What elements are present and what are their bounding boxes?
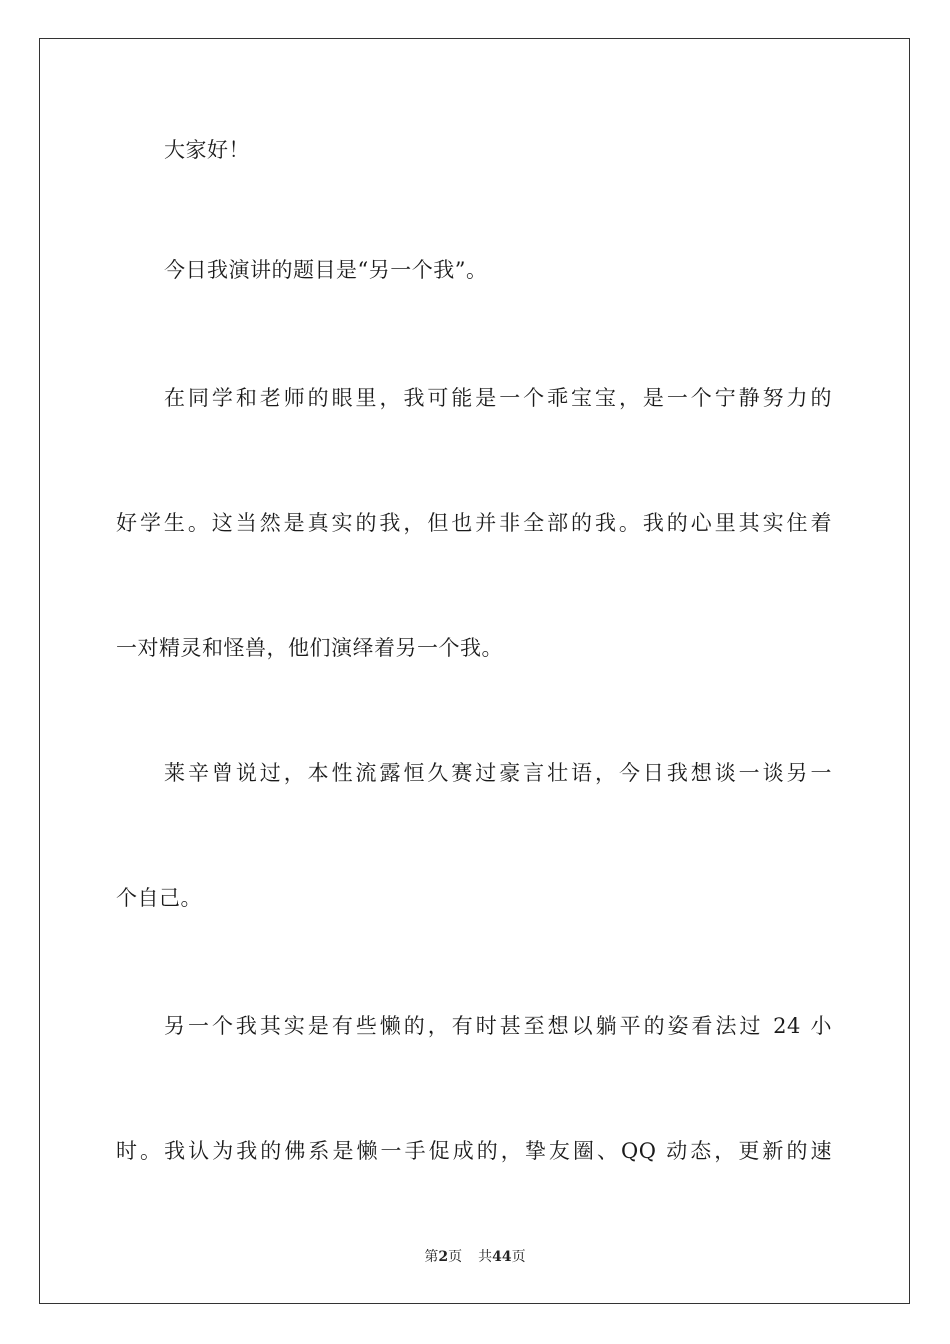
paragraph-1-line-1: 在同学和老师的眼里，我可能是一个乖宝宝，是一个宁静努力的 [164, 386, 832, 410]
footer-page-suffix: 页 [448, 1249, 463, 1265]
paragraph-2-line-1: 莱辛曾说过，本性流露恒久赛过豪言壮语，今日我想谈一谈另一 [164, 761, 832, 785]
footer-total-suffix: 页 [511, 1249, 526, 1265]
page-footer [0, 1247, 950, 1267]
footer-page-prefix: 第 [424, 1249, 439, 1265]
paragraph-2-line-2: 个自己。 [116, 886, 202, 910]
title-line: 今日我演讲的题目是“另一个我”。 [164, 258, 488, 282]
page-border [39, 38, 910, 1304]
greeting-line: 大家好！ [164, 138, 250, 162]
paragraph-1-line-3: 一对精灵和怪兽，他们演绎着另一个我。 [116, 636, 503, 660]
paragraph-3-line-1: 另一个我其实是有些懒的，有时甚至想以躺平的姿看法过 24 小 [164, 1014, 832, 1038]
paragraph-3-line-2: 时。我认为我的佛系是懒一手促成的，挚友圈、QQ 动态，更新的速 [116, 1139, 832, 1163]
paragraph-1-line-2: 好学生。这当然是真实的我，但也并非全部的我。我的心里其实住着 [116, 511, 832, 535]
footer-page-number: 2 [438, 1249, 449, 1265]
footer-total-prefix: 共 [478, 1249, 493, 1265]
footer-total-pages: 44 [492, 1249, 512, 1265]
